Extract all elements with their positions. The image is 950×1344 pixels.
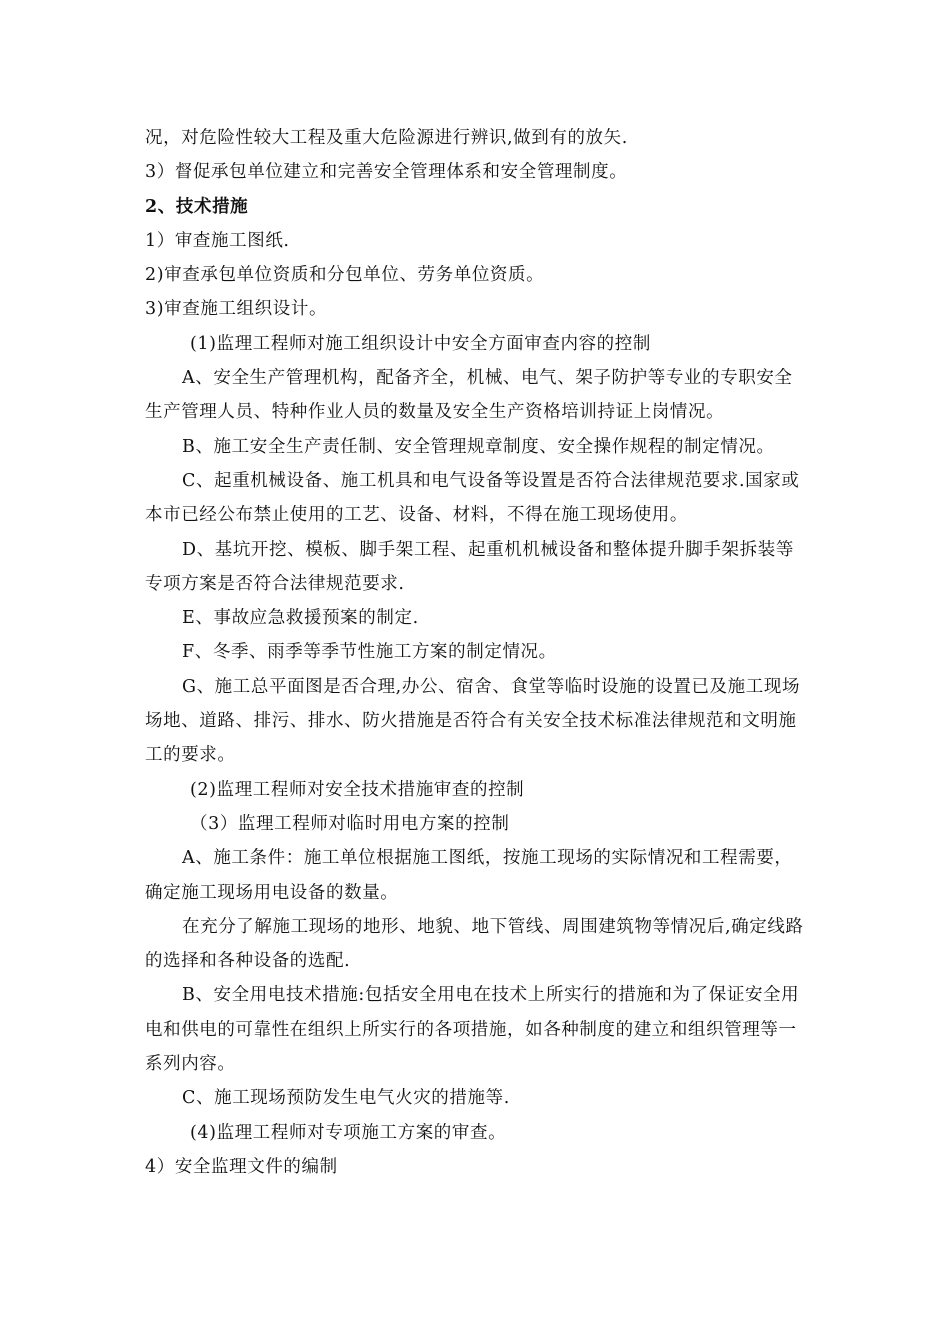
power-item-b: B、安全用电技术措施:包括安全用电在技术上所实行的措施和为了保证安全用电和供电的可靠性在组织上所实行的各项措施，如各种制度的建立和组织管理等一系列内容。 (145, 985, 800, 1075)
paragraph-last: 4）安全监理文件的编制 (145, 1156, 338, 1177)
item-a: A、安全生产管理机构，配备齐全，机械、电气、架子防护等专业的专职安全生产管理人员、特种作业人员的数量及安全生产资格培训持证上岗情况。 (145, 368, 793, 423)
item-d: D、基坑开挖、模板、脚手架工程、起重机机械设备和整体提升脚手架拆装等专项方案是否符合法律规范要求. (145, 539, 794, 594)
item-e: E、事故应急救援预案的制定. (182, 608, 419, 629)
power-item-c: C、施工现场预防发生电气火灾的措施等. (182, 1088, 510, 1109)
subheading-2: (2)监理工程师对安全技术措施审查的控制 (190, 779, 525, 800)
item-b: B、施工安全生产责任制、安全管理规章制度、安全操作规程的制定情况。 (182, 436, 775, 457)
power-item-a-cont: 在充分了解施工现场的地形、地貌、地下管线、周围建筑物等情况后,确定线路的选择和各种设备的选配. (145, 916, 804, 972)
item-c: C、起重机械设备、施工机具和电气设备等设置是否符合法律规范要求.国家或本市已经公布禁止使用的工艺、设备、材料，不得在施工现场使用。 (145, 470, 800, 526)
subheading-1: (1)监理工程师对施工组织设计中安全方面审查内容的控制 (190, 333, 651, 354)
power-item-a: A、施工条件：施工单位根据施工图纸，按施工现场的实际情况和工程需要，确定施工现场用电设备的数量。 (145, 848, 793, 903)
subheading-4: (4)监理工程师对专项施工方案的审查。 (190, 1122, 507, 1143)
paragraph-2: 3）督促承包单位建立和完善安全管理体系和安全管理制度。 (145, 162, 628, 183)
document-body (145, 121, 810, 1184)
paragraph-4: 1）审查施工图纸. (145, 230, 290, 251)
subheading-3: （3）监理工程师对临时用电方案的控制 (190, 813, 510, 834)
paragraph-1: 况，对危险性较大工程及重大危险源进行辨识,做到有的放矢. (145, 128, 628, 148)
paragraph-5: 2)审查承包单位资质和分包单位、劳务单位资质。 (145, 265, 545, 286)
item-g: G、施工总平面图是否合理,办公、宿舍、食堂等临时设施的设置已及施工现场场地、道路、排污、排水、防火措施是否符合有关安全技术标准法律规范和文明施工的要求。 (145, 676, 801, 766)
section-heading: 2、技术措施 (145, 196, 249, 217)
item-f: F、冬季、雨季等季节性施工方案的制定情况。 (182, 642, 557, 663)
paragraph-6: 3)审查施工组织设计。 (145, 299, 328, 320)
